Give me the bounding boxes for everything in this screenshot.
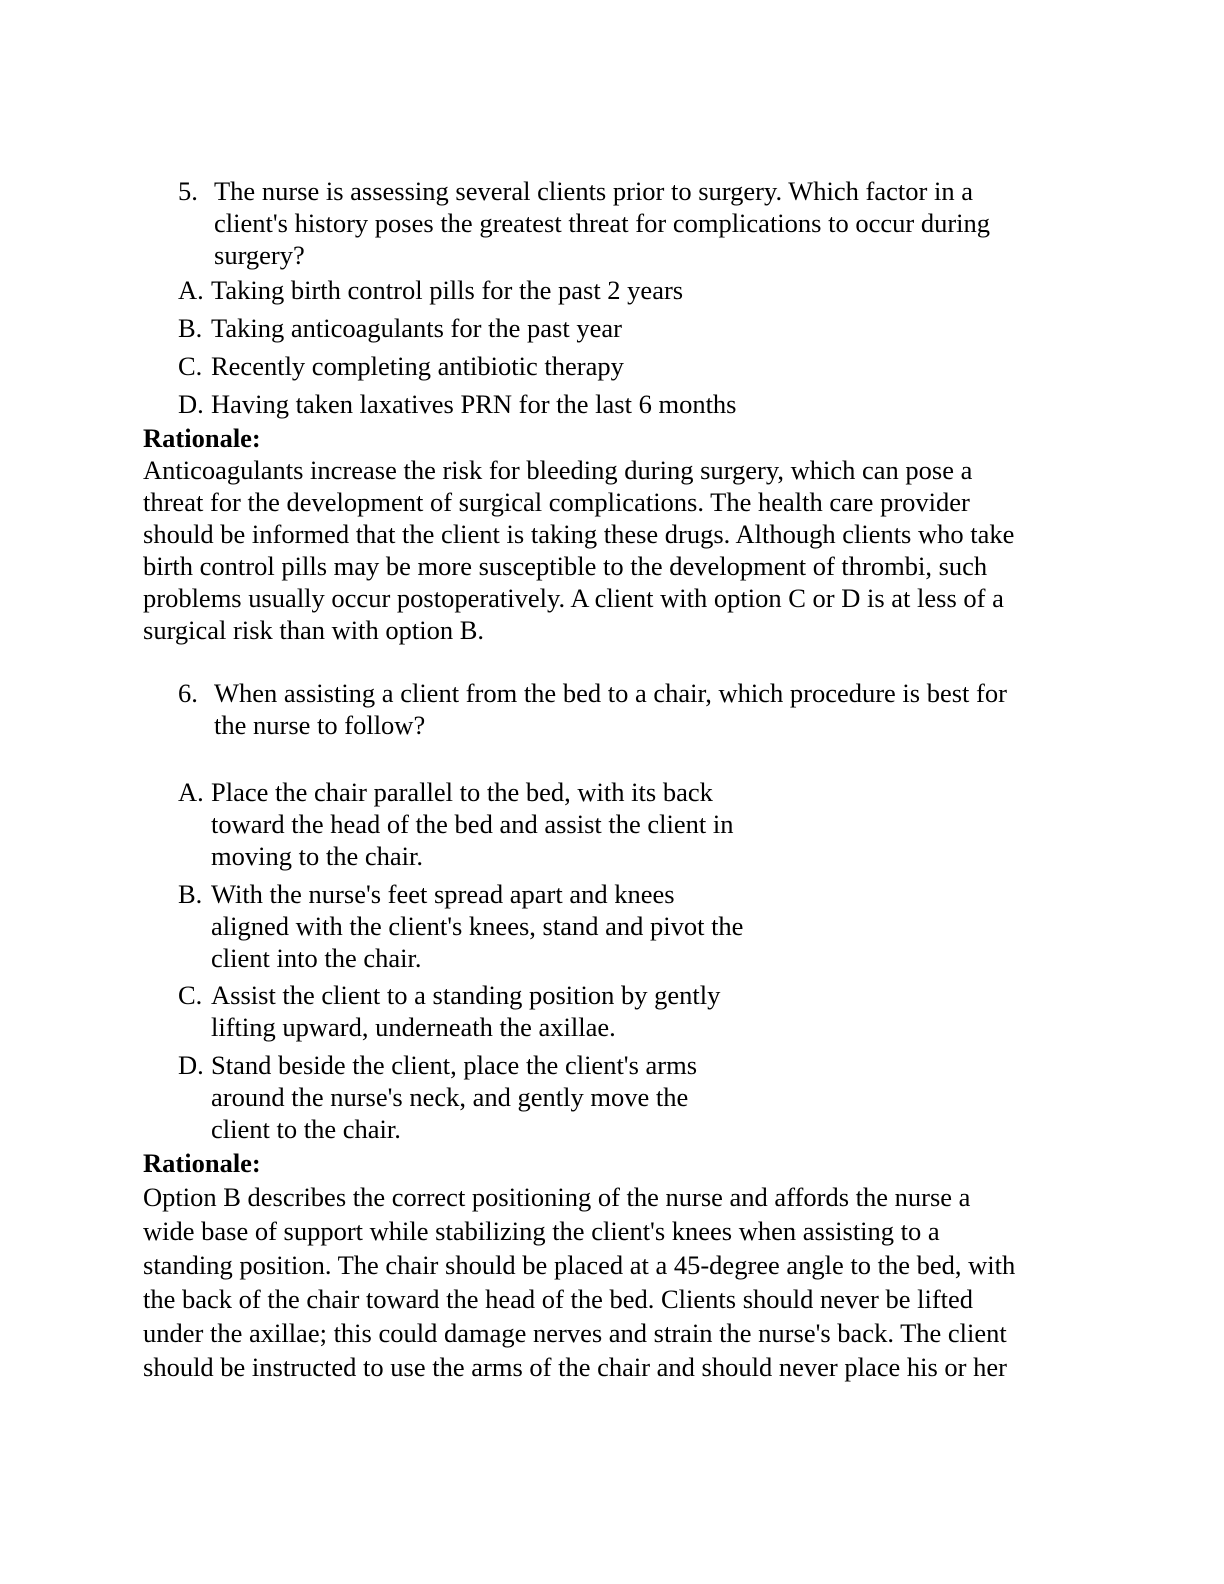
question-stem-line: When assisting a client from the bed to a chair, which procedure is best for bbox=[214, 678, 1007, 708]
rationale-line: under the axillae; this could damage nerves and strain the nurse's back. The client bbox=[143, 1318, 1007, 1348]
option-letter: A. bbox=[178, 777, 204, 807]
rationale-line: the back of the chair toward the head of the bed. Clients should never be lifted bbox=[143, 1284, 974, 1314]
option-text-line: toward the head of the bed and assist the client in bbox=[211, 809, 734, 839]
option-letter: D. bbox=[178, 389, 204, 419]
option-text-line: With the nurse's feet spread apart and knees bbox=[211, 879, 675, 909]
question-stem-line: the nurse to follow? bbox=[214, 710, 426, 740]
option-text-line: Place the chair parallel to the bed, with its back bbox=[211, 777, 713, 807]
rationale-line: should be instructed to use the arms of the chair and should never place his or her bbox=[143, 1352, 1007, 1382]
option-text-line: Stand beside the client, place the client's arms bbox=[211, 1050, 698, 1080]
option-text-line: client into the chair. bbox=[211, 943, 422, 973]
option-text: Taking anticoagulants for the past year bbox=[211, 313, 622, 343]
question-stem-line: surgery? bbox=[214, 240, 305, 270]
option-text-line: Assist the client to a standing position by gently bbox=[211, 980, 721, 1010]
option-text-line: aligned with the client's knees, stand and pivot the bbox=[211, 911, 744, 941]
question-number: 5. bbox=[178, 176, 198, 206]
rationale-line: threat for the development of surgical complications. The health care provider bbox=[143, 487, 970, 517]
option-letter: C. bbox=[178, 980, 203, 1010]
option-letter: D. bbox=[178, 1050, 204, 1080]
option-text: Recently completing antibiotic therapy bbox=[211, 351, 624, 381]
rationale-line: surgical risk than with option B. bbox=[143, 615, 485, 645]
question-stem-line: The nurse is assessing several clients prior to surgery. Which factor in a bbox=[214, 176, 973, 206]
rationale-heading: Rationale: bbox=[143, 1148, 261, 1178]
rationale-line: problems usually occur postoperatively. A client with option C or D is at less of a bbox=[143, 583, 1004, 613]
option-text: Taking birth control pills for the past 2 years bbox=[211, 275, 684, 305]
rationale-line: standing position. The chair should be placed at a 45-degree angle to the bed, with bbox=[143, 1250, 1016, 1280]
rationale-line: birth control pills may be more susceptible to the development of thrombi, such bbox=[143, 551, 988, 581]
rationale-line: should be informed that the client is taking these drugs. Although clients who take bbox=[143, 519, 1015, 549]
option-letter: C. bbox=[178, 351, 203, 381]
option-letter: B. bbox=[178, 313, 203, 343]
question-number: 6. bbox=[178, 678, 198, 708]
option-text-line: around the nurse's neck, and gently move the bbox=[211, 1082, 689, 1112]
option-text: Having taken laxatives PRN for the last 6 months bbox=[211, 389, 737, 419]
option-letter: B. bbox=[178, 879, 203, 909]
rationale-line: wide base of support while stabilizing the client's knees when assisting to a bbox=[143, 1216, 940, 1246]
option-letter: A. bbox=[178, 275, 204, 305]
option-text-line: client to the chair. bbox=[211, 1114, 401, 1144]
rationale-heading: Rationale: bbox=[143, 423, 261, 453]
option-text-line: lifting upward, underneath the axillae. bbox=[211, 1012, 616, 1042]
rationale-line: Anticoagulants increase the risk for bleeding during surgery, which can pose a bbox=[143, 455, 973, 485]
rationale-line: Option B describes the correct positioning of the nurse and affords the nurse a bbox=[143, 1182, 971, 1212]
question-stem-line: client's history poses the greatest threat for complications to occur during bbox=[214, 208, 991, 238]
option-text-line: moving to the chair. bbox=[211, 841, 423, 871]
